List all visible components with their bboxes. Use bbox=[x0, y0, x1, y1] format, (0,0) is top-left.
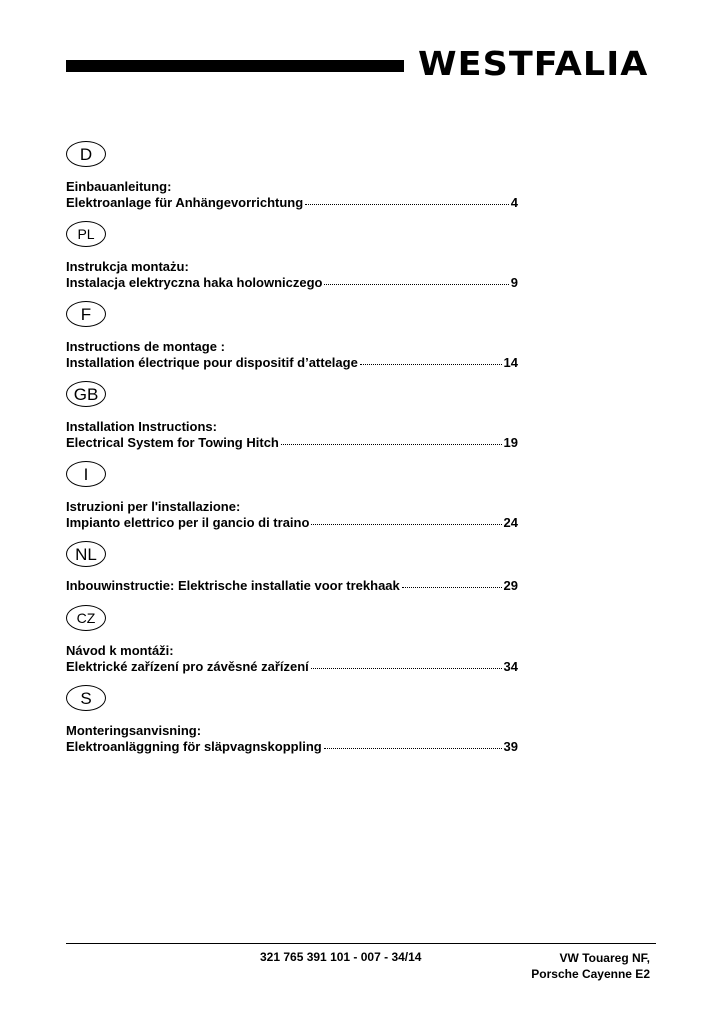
language-badge: GB bbox=[66, 381, 106, 407]
toc-line-text: Elektroanlage für Anhängevorrichtung bbox=[66, 195, 304, 210]
toc-entry-cz bbox=[66, 605, 518, 685]
toc-line[interactable] bbox=[66, 435, 518, 450]
toc-line[interactable] bbox=[66, 355, 518, 370]
leader-dots bbox=[324, 274, 508, 285]
leader-dots bbox=[324, 738, 502, 749]
toc-line-text: Instalacja elektryczna haka holowniczego bbox=[66, 275, 323, 290]
language-badge: CZ bbox=[66, 605, 106, 631]
language-badge: PL bbox=[66, 221, 106, 247]
toc-line-text: Electrical System for Towing Hitch bbox=[66, 435, 279, 450]
language-badge: D bbox=[66, 141, 106, 167]
header-rule bbox=[66, 60, 404, 72]
westfalia-logo: WESTFALIA bbox=[418, 44, 649, 83]
toc-title: Instructions de montage : bbox=[66, 339, 225, 354]
document-code: 321 765 391 101 - 007 - 34/14 bbox=[260, 950, 422, 964]
toc-title: Einbauanleitung: bbox=[66, 179, 172, 194]
toc-title: Monteringsanvisning: bbox=[66, 723, 202, 738]
footer-rule bbox=[66, 943, 656, 944]
page-number: 4 bbox=[510, 195, 518, 210]
toc-title: Instrukcja montażu: bbox=[66, 259, 189, 274]
toc-title: Installation Instructions: bbox=[66, 419, 217, 434]
toc-entry-i bbox=[66, 461, 518, 541]
leader-dots bbox=[311, 658, 502, 669]
toc-title: Návod k montáži: bbox=[66, 643, 174, 658]
toc-entry-gb bbox=[66, 381, 518, 461]
toc-line[interactable] bbox=[66, 739, 518, 754]
toc-line[interactable] bbox=[66, 195, 518, 210]
toc-line[interactable] bbox=[66, 275, 518, 290]
leader-dots bbox=[311, 514, 501, 525]
toc-line[interactable] bbox=[66, 515, 518, 530]
vehicle-models bbox=[531, 950, 650, 982]
toc-line-text: Impianto elettrico per il gancio di traino bbox=[66, 515, 310, 530]
leader-dots bbox=[305, 194, 509, 205]
language-badge: NL bbox=[66, 541, 106, 567]
toc-entry-f bbox=[66, 301, 518, 381]
toc-entry-s bbox=[66, 685, 518, 765]
vehicle-model-line: VW Touareg NF, bbox=[559, 951, 650, 965]
leader-dots bbox=[402, 577, 502, 588]
toc-entry-pl bbox=[66, 221, 518, 301]
language-badge: I bbox=[66, 461, 106, 487]
toc-line-text: Inbouwinstructie: Elektrische installatie voor trekhaak bbox=[66, 578, 400, 593]
table-of-contents bbox=[66, 141, 518, 765]
toc-line[interactable] bbox=[66, 578, 518, 593]
page-number: 24 bbox=[503, 515, 518, 530]
vehicle-model-line: Porsche Cayenne E2 bbox=[531, 967, 650, 981]
page-number: 19 bbox=[503, 435, 518, 450]
language-badge: S bbox=[66, 685, 106, 711]
leader-dots bbox=[360, 354, 502, 365]
toc-line-text: Elektroanläggning för släpvagnskoppling bbox=[66, 739, 322, 754]
page-number: 29 bbox=[503, 578, 518, 593]
page-number: 9 bbox=[510, 275, 518, 290]
page-number: 14 bbox=[503, 355, 518, 370]
toc-entry-d bbox=[66, 141, 518, 221]
toc-line-text: Installation électrique pour dispositif d’attelage bbox=[66, 355, 358, 370]
page-number: 39 bbox=[503, 739, 518, 754]
toc-line-text: Elektrické zařízení pro závěsné zařízení bbox=[66, 659, 309, 674]
language-badge: F bbox=[66, 301, 106, 327]
toc-entry-nl bbox=[66, 541, 518, 605]
page-number: 34 bbox=[503, 659, 518, 674]
toc-title: Istruzioni per l'installazione: bbox=[66, 499, 241, 514]
leader-dots bbox=[281, 434, 502, 445]
toc-line[interactable] bbox=[66, 659, 518, 674]
